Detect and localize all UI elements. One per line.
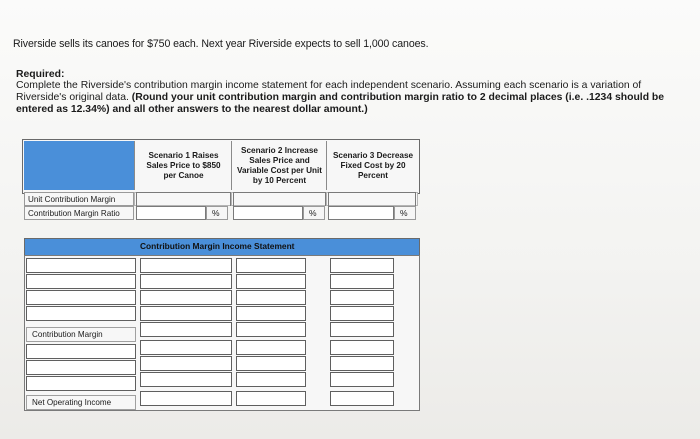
stmt-row-3-label-input[interactable] [26, 290, 136, 305]
stmt-label-contribution-margin: Contribution Margin [26, 327, 136, 342]
unit-cm-scenario-1-input[interactable] [136, 192, 231, 206]
s3-noi-input[interactable] [330, 391, 394, 406]
intro-text: Riverside sells its canoes for $750 each. Next year Riverside expects to sell 1,000 canoes. [13, 38, 429, 50]
row-label-unit-cm: Unit Contribution Margin [24, 192, 134, 206]
header-scenario-1 [134, 141, 232, 190]
cm-ratio-scenario-3-percent: % [394, 206, 416, 220]
s1-row-5-input[interactable] [140, 322, 232, 337]
s1-row-1-input[interactable] [140, 258, 232, 273]
s3-row-4-input[interactable] [330, 306, 394, 321]
s1-row-7-input[interactable] [140, 356, 232, 371]
s2-noi-input[interactable] [236, 391, 306, 406]
cm-ratio-scenario-1-percent: % [206, 206, 228, 220]
required-heading: Required: [16, 69, 65, 80]
cm-statement-title: Contribution Margin Income Statement [140, 241, 295, 251]
s1-row-2-input[interactable] [140, 274, 232, 289]
stmt-row-8-label-input[interactable] [26, 376, 136, 391]
s2-row-2-input[interactable] [236, 274, 306, 289]
cm-ratio-scenario-1-input[interactable] [136, 206, 206, 220]
s3-row-3-input[interactable] [330, 290, 394, 305]
cm-ratio-scenario-2-percent: % [303, 206, 325, 220]
row-label-cm-ratio: Contribution Margin Ratio [24, 206, 134, 220]
cm-ratio-scenario-3-input[interactable] [328, 206, 394, 220]
required-instructions [16, 80, 684, 117]
unit-cm-scenario-3-input[interactable] [328, 192, 416, 206]
header-scenario-1-label: Scenario 1 Raises Sales Price to $850 per Canoe [146, 150, 221, 180]
s3-row-7-input[interactable] [330, 356, 394, 371]
s1-noi-input[interactable] [140, 391, 232, 406]
s3-row-2-input[interactable] [330, 274, 394, 289]
header-blank-cell [24, 141, 134, 190]
stmt-label-net-operating-income: Net Operating Income [26, 395, 136, 410]
header-scenario-2 [231, 141, 327, 190]
header-scenario-2-label: Scenario 2 Increase Sales Price and Variable Cost per Unit by 10 Percent [236, 145, 323, 185]
s3-row-8-input[interactable] [330, 372, 394, 387]
required-rounding-note: (Round your unit contribution margin and contribution margin ratio to 2 decimal places (i.e. .1234 should be entered as 12.34%) and all other answers to the nearest dollar amount.) [16, 92, 665, 116]
s1-row-3-input[interactable] [140, 290, 232, 305]
stmt-row-6-label-input[interactable] [26, 344, 136, 359]
s1-row-8-input[interactable] [140, 372, 232, 387]
stmt-row-2-label-input[interactable] [26, 274, 136, 289]
stmt-row-1-label-input[interactable] [26, 258, 136, 273]
stmt-row-4-label-input[interactable] [26, 306, 136, 321]
s2-row-3-input[interactable] [236, 290, 306, 305]
stmt-row-7-label-input[interactable] [26, 360, 136, 375]
s2-row-8-input[interactable] [236, 372, 306, 387]
cm-ratio-scenario-2-input[interactable] [233, 206, 303, 220]
s2-row-4-input[interactable] [236, 306, 306, 321]
required-text: Complete the Riverside's contribution margin income statement for each independent scenario. Assuming each scenario is a variation of Riverside's original data. [16, 80, 642, 104]
header-scenario-3-label: Scenario 3 Decrease Fixed Cost by 20 Percent [332, 150, 414, 180]
s2-row-1-input[interactable] [236, 258, 306, 273]
s3-row-1-input[interactable] [330, 258, 394, 273]
s2-row-7-input[interactable] [236, 356, 306, 371]
header-scenario-3 [326, 141, 419, 190]
s3-row-6-input[interactable] [330, 340, 394, 355]
unit-cm-scenario-2-input[interactable] [233, 192, 326, 206]
s2-row-6-input[interactable] [236, 340, 306, 355]
s3-row-5-input[interactable] [330, 322, 394, 337]
s2-row-5-input[interactable] [236, 322, 306, 337]
s1-row-4-input[interactable] [140, 306, 232, 321]
s1-row-6-input[interactable] [140, 340, 232, 355]
